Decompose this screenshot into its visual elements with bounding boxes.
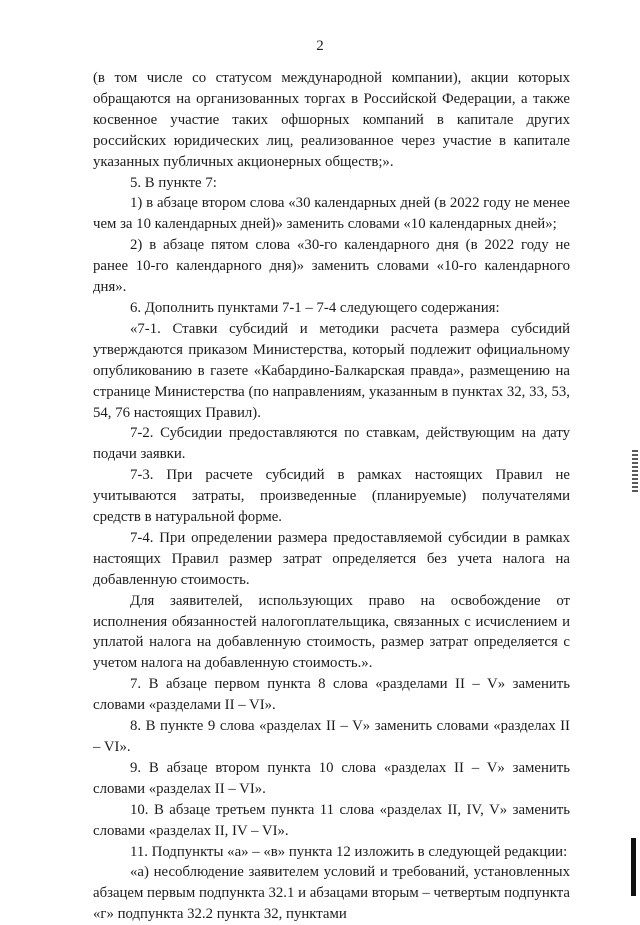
paragraph-item-6: 6. Дополнить пунктами 7-1 – 7-4 следующего содержания: [130, 299, 500, 316]
paragraph-continuation: (в том числе со статусом международной компании), акции которых обращаются на организованных торгах в Российской Федерации, а также косвенное участие таких офшорных компаний в капитале других российских юридических лиц, реализованное через участие в капитале указанных публичных акционерных обществ;». [93, 70, 570, 170]
paragraph-item-7: 7. В абзаце первом пункта 8 слова «разделами II – V» заменить словами «разделами II – VI». [93, 676, 570, 714]
paragraph-item-7-2: 7-2. Субсидии предоставляются по ставкам, действующим на дату подачи заявки. [93, 425, 570, 463]
paragraph-item-7-3: 7-3. При расчете субсидий в рамках настоящих Правил не учитываются затраты, произведенные (планируемые) получателями средств в натуральной форме. [93, 467, 570, 526]
paragraph-item-5: 5. В пункте 7: [130, 174, 217, 191]
paragraph-subitem-a: «а) несоблюдение заявителем условий и требований, установленных абзацем первым подпункта 32.1 и абзацами вторым – четвертым подпункта «г» подпункта 32.2 пункта 32, пунктами [93, 864, 570, 923]
paragraph-item-8: 8. В пункте 9 слова «разделах II – V» заменить словами «разделах II – VI». [93, 718, 570, 755]
paragraph-item-5-1: 1) в абзаце втором слова «30 календарных дней (в 2022 году не менее чем за 10 календарных дней)» заменить словами «10 календарных дней»; [93, 195, 570, 233]
paragraph-item-9: 9. В абзаце втором пункта 10 слова «разделах II – V» заменить словами «разделах II – VI». [93, 759, 570, 797]
document-body [93, 68, 570, 925]
scan-edge-mark [631, 838, 636, 896]
paragraph-vat-exemption: Для заявителей, использующих право на освобождение от исполнения обязанностей налогоплательщика, связанных с исчислением и уплатой налога на добавленную стоимость, размер затрат определяется с учетом налога на добавленную стоимость.». [93, 592, 570, 672]
paragraph-item-5-2: 2) в абзаце пятом слова «30-го календарного дня (в 2022 году не ранее 10-го календарного дня)» заменить словами «10-го календарного дня». [93, 237, 570, 296]
paragraph-item-7-4: 7-4. При определении размера предоставляемой субсидии в рамках настоящих Правил размер затрат определяется без учета налога на добавленную стоимость. [93, 529, 570, 588]
paragraph-item-10: 10. В абзаце третьем пункта 11 слова «разделах II, IV, V» заменить словами «разделах II, IV – VI». [93, 801, 570, 839]
paragraph-item-11: 11. Подпункты «а» – «в» пункта 12 изложить в следующей редакции: [130, 843, 568, 860]
page-number: 2 [316, 38, 324, 54]
paragraph-item-7-1: «7-1. Ставки субсидий и методики расчета размера субсидий утверждаются приказом Министерства, который подлежит официальному опубликованию в газете «Кабардино-Балкарская правда», размещению на странице Министерства (по направлениям, указанным в пунктах 32, 33, 53, 54, 76 настоящих Правил). [93, 320, 570, 421]
scan-margin-mark [632, 450, 638, 492]
